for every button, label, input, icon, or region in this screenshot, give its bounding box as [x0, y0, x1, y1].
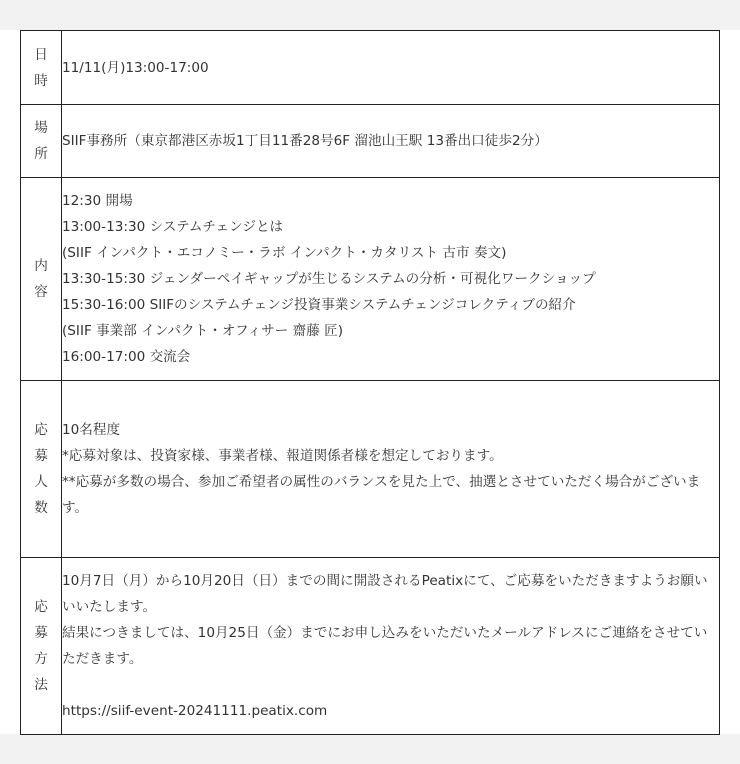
event-info-page: [0, 30, 740, 734]
label-char: 場: [34, 120, 48, 136]
content-value-cell: [62, 178, 720, 381]
table-row-capacity: [21, 381, 720, 558]
date-value: 11/11(月)13:00-17:00: [62, 59, 209, 76]
label-char: 内: [34, 258, 48, 274]
label-char: 募: [34, 448, 48, 464]
label-char: 応: [34, 599, 48, 615]
table-row-method: [21, 558, 720, 735]
label-char: 法: [34, 677, 48, 693]
label-char: 日: [34, 46, 48, 63]
spacer: [62, 672, 719, 698]
schedule-line: 15:30-16:00 SIIFのシステムチェンジ投資事業システムチェンジコレクティブの紹介: [62, 297, 576, 313]
schedule-line: 16:00-17:00 交流会: [62, 349, 191, 365]
label-char: 数: [34, 500, 48, 516]
place-value: SIIF事務所（東京都港区赤坂1丁目11番28号6F 溜池山王駅 13番出口徒歩2分）: [62, 133, 548, 149]
peatix-link[interactable]: https://siif-event-20241111.peatix.com: [62, 703, 328, 719]
schedule-line: 12:30 開場: [62, 193, 133, 209]
schedule-line: (SIIF 事業部 インパクト・オフィサー 齋藤 匠): [62, 323, 344, 339]
schedule-line: (SIIF インパクト・エコノミー・ラボ インパクト・カタリスト 古市 奏文): [62, 245, 507, 261]
schedule-line: 13:30-15:30 ジェンダーペイギャップが生じるシステムの分析・可視化ワークショップ: [62, 271, 596, 287]
row-label-content: [21, 178, 62, 381]
label-char: 人: [34, 474, 48, 490]
label-char: 時: [34, 72, 48, 89]
capacity-count: 10名程度: [62, 422, 121, 438]
label-char: 方: [34, 651, 48, 667]
label-char: 容: [34, 284, 48, 300]
table-row-place: [21, 105, 720, 178]
label-char: 所: [34, 146, 48, 162]
label-char: 募: [34, 625, 48, 641]
row-label-date: [21, 31, 62, 105]
row-label-capacity: [21, 381, 62, 558]
method-paragraph: 10月7日（月）から10月20日（日）までの間に開設されるPeatixにて、ご応募をいただきますようお願いいいたします。: [62, 573, 708, 615]
date-value-cell: [62, 31, 720, 105]
label-char: 応: [34, 422, 48, 438]
capacity-value-cell: [62, 381, 720, 558]
row-label-method: [21, 558, 62, 735]
capacity-note: **応募が多数の場合、参加ご希望者の属性のバランスを見た上で、抽選とさせていただく場合がございます。: [62, 474, 701, 516]
method-paragraph: 結果につきましては、10月25日（金）までにお申し込みをいただいたメールアドレスにご連絡をさせていただきます。: [62, 625, 708, 667]
method-value-cell: [62, 558, 720, 735]
place-value-cell: [62, 105, 720, 178]
capacity-note: *応募対象は、投資家様、事業者様、報道関係者様を想定しております。: [62, 448, 503, 464]
table-row-content: [21, 178, 720, 381]
schedule-line: 13:00-13:30 システムチェンジとは: [62, 219, 284, 235]
row-label-place: [21, 105, 62, 178]
table-row-date: [21, 31, 720, 105]
event-info-table: [20, 30, 720, 735]
